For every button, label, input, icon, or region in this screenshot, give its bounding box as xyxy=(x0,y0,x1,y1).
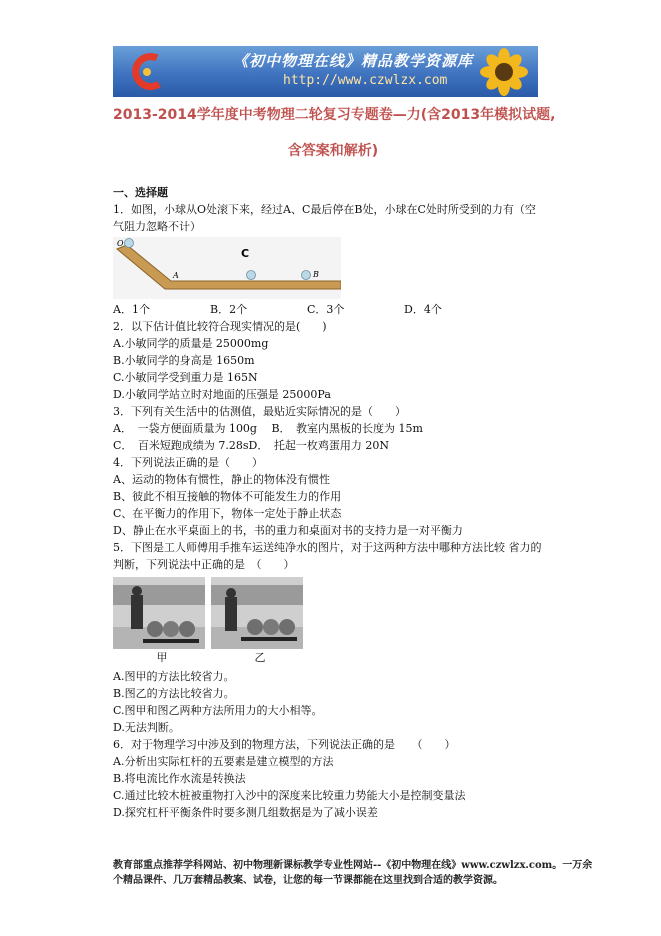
q6-option-b: B.将电流比作水流是转换法 xyxy=(113,772,246,785)
section-heading: 一、选择题 xyxy=(113,186,168,199)
q3-options-line2: C． 百米短跑成绩为 7.28sD． 托起一枚鸡蛋用力 20N xyxy=(113,439,389,452)
q1-stem-line2: 气阻力忽略不计） xyxy=(113,220,201,233)
q1-option-a: A．1个 xyxy=(113,303,150,316)
q2-option-c: C.小敏同学受到重力是 165N xyxy=(113,371,258,384)
q2-option-a: A.小敏同学的质量是 25000mg xyxy=(113,337,269,350)
q5-stem-line1: 5．下图是工人师傅用手推车运送纯净水的图片，对于这两种方法中哪种方法比较 省力的 xyxy=(113,541,542,554)
q1-option-b: B．2个 xyxy=(210,303,248,316)
q6-option-a: A.分析出实际杠杆的五要素是建立模型的方法 xyxy=(113,755,334,768)
q5-photos xyxy=(113,577,553,649)
page-footer xyxy=(113,858,593,888)
label-a: A xyxy=(173,271,179,280)
q4-option-a: A、运动的物体有惯性，静止的物体没有惯性 xyxy=(113,473,330,486)
question-list xyxy=(113,184,553,821)
q1-stem-line1: 1．如图，小球从O处滚下来，经过A、C最后停在B处，小球在C处时所受到的力有（空 xyxy=(113,203,536,216)
banner-url: http://www.czwlzx.com xyxy=(283,73,448,88)
q4-option-b: B、彼此不相互接触的物体不可能发生力的作用 xyxy=(113,490,342,503)
document-title-line2: 含答案和解析) xyxy=(287,143,379,159)
photo-yi xyxy=(211,577,303,649)
site-logo-icon xyxy=(127,50,167,92)
q4-stem: 4．下列说法正确的是（ ） xyxy=(113,456,263,469)
q6-stem: 6．对于物理学习中涉及到的物理方法，下列说法正确的是 （ ） xyxy=(113,738,456,751)
label-b: B xyxy=(313,270,319,279)
q6-option-d: D.探究杠杆平衡条件时要多测几组数据是为了减小误差 xyxy=(113,806,378,819)
footer-line1: 教育部重点推荐学科网站、初中物理新课标教学专业性网站--《初中物理在线》www.czwlzx.com。一万余 xyxy=(113,860,593,871)
q5-option-b: B.图乙的方法比较省力。 xyxy=(113,687,235,700)
caption-jia: 甲 xyxy=(156,651,168,664)
sunflower-icon xyxy=(464,48,534,96)
q3-stem: 3．下列有关生活中的估测值，最贴近实际情况的是（ ） xyxy=(113,405,406,418)
q2-option-b: B.小敏同学的身高是 1650m xyxy=(113,354,255,367)
photo-jia xyxy=(113,577,205,649)
header-banner xyxy=(113,46,538,97)
q5-option-a: A.图甲的方法比较省力。 xyxy=(113,670,235,683)
banner-slogan: 《初中物理在线》精品教学资源库 xyxy=(233,52,474,70)
footer-line2: 个精品课件、几万套精品教案、试卷，让您的每一节课都能在这里找到合适的教学资源。 xyxy=(113,875,503,886)
q2-stem: 2．以下估计值比较符合现实情况的是( ) xyxy=(113,320,327,333)
document-title-line1: 2013-2014学年度中考物理二轮复习专题卷—力(含2013年模拟试题, xyxy=(113,107,556,123)
q1-ramp-figure xyxy=(113,237,341,299)
caption-yi: 乙 xyxy=(254,651,266,664)
q1-option-c: C．3个 xyxy=(307,303,345,316)
q3-options-line1: A． 一袋方便面质量为 100g B． 教室内黑板的长度为 15m xyxy=(113,422,423,435)
q5-option-c: C.图甲和图乙两种方法所用力的大小相等。 xyxy=(113,704,323,717)
q6-option-c: C.通过比较木桩被重物打入沙中的深度来比较重力势能大小是控制变量法 xyxy=(113,789,466,802)
q5-option-d: D.无法判断。 xyxy=(113,721,180,734)
q4-option-d: D、静止在水平桌面上的书，书的重力和桌面对书的支持力是一对平衡力 xyxy=(113,524,463,537)
label-c: C xyxy=(241,247,250,260)
q1-option-d: D．4个 xyxy=(404,303,442,316)
q2-option-d: D.小敏同学站立时对地面的压强是 25000Pa xyxy=(113,388,331,401)
q5-stem-line2: 判断，下列说法中正确的是 （ ） xyxy=(113,558,295,571)
q4-option-c: C、在平衡力的作用下，物体一定处于静止状态 xyxy=(113,507,342,520)
q5-captions xyxy=(113,649,309,666)
q1-options xyxy=(113,301,553,318)
label-o: O xyxy=(117,239,124,248)
